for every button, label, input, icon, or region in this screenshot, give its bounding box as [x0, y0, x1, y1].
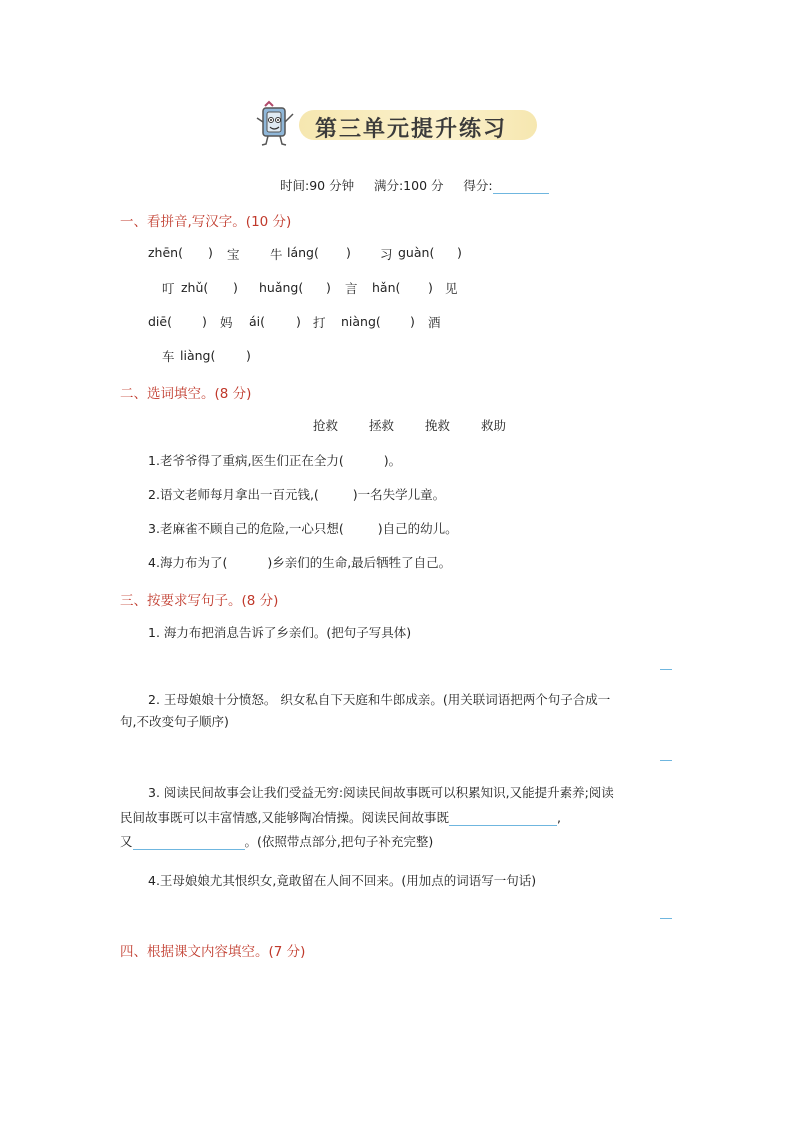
q-number: 2.: [148, 487, 160, 502]
section-4-heading: [120, 940, 305, 960]
q-number: 3.: [148, 521, 160, 536]
q-text: 又: [120, 834, 133, 849]
q-text: ,: [556, 810, 561, 825]
char: 言: [345, 281, 358, 296]
s2-question-4: [148, 553, 451, 571]
q-text: 海力布为了(: [159, 555, 228, 570]
q-number: 4.: [148, 555, 160, 570]
q-text: )一名失学儿童。: [352, 487, 446, 502]
char: 车: [162, 349, 175, 364]
book-mascot-icon: [255, 100, 299, 148]
q-text: 语文老师每月拿出一百元钱,(: [159, 487, 319, 502]
s3-question-3-line-1: 3. 阅读民间故事会让我们受益无穷:阅读民间故事既可以积累知识,又能提升素养;阅读: [148, 785, 614, 800]
page-title: 第三单元提升练习: [315, 116, 508, 142]
meta-line: [280, 176, 549, 194]
score-label: 得分:: [463, 178, 493, 193]
char: 妈: [220, 315, 233, 330]
char: 宝: [227, 247, 240, 262]
blank-close[interactable]: ): [457, 245, 462, 260]
section-1-title: 一、看拼音,写汉字。: [120, 214, 246, 230]
s3-question-4: 4.王母娘娘尤其恨织女,竟敢留在人间不回来。(用加点的词语写一句话): [148, 873, 537, 888]
word-option: 拯救: [369, 418, 395, 433]
word-option: 救助: [481, 418, 507, 433]
section-3-points: (8 分): [241, 593, 279, 609]
s3-question-1: 1. 海力布把消息告诉了乡亲们。(把句子写具体): [148, 625, 412, 640]
section-4-points: (7 分): [268, 944, 306, 960]
blank-close[interactable]: ): [326, 280, 331, 295]
blank-close[interactable]: ): [428, 280, 433, 295]
section-2-points: (8 分): [214, 386, 252, 402]
pinyin: huǎng(: [259, 280, 304, 295]
section-3-heading: [120, 589, 278, 609]
word-option: 抢救: [313, 418, 339, 433]
blank-close[interactable]: ): [410, 314, 415, 329]
char: 叮: [162, 281, 175, 296]
s2-question-2: [148, 485, 445, 503]
score-blank[interactable]: [493, 193, 549, 194]
answer-blank[interactable]: [133, 849, 245, 850]
blank-close[interactable]: ): [346, 245, 351, 260]
time-label: 时间:90 分钟: [280, 178, 355, 193]
pinyin: zhēn(: [148, 245, 183, 260]
pinyin: zhǔ(: [181, 280, 209, 295]
answer-line[interactable]: [660, 669, 672, 670]
blank-close[interactable]: ): [296, 314, 301, 329]
section-4-title: 四、根据课文内容填空。: [120, 944, 269, 960]
section-1-points: (10 分): [245, 214, 292, 230]
s3-question-3-line-2: [120, 808, 561, 826]
q-text: )自己的幼儿。: [377, 521, 458, 536]
pinyin: diē(: [148, 314, 172, 329]
answer-blank[interactable]: [449, 825, 557, 826]
char: 打: [313, 315, 326, 330]
q-text: )乡亲们的生命,最后牺牲了自己。: [267, 555, 452, 570]
q-text: 。(依照带点部分,把句子补充完整): [244, 834, 434, 849]
blank-close[interactable]: ): [233, 280, 238, 295]
answer-line[interactable]: [660, 918, 672, 919]
pinyin: ái(: [249, 314, 266, 329]
section-2-heading: [120, 382, 251, 402]
q-text: 民间故事既可以丰富情感,又能够陶冶情操。阅读民间故事既: [120, 810, 449, 825]
s3-question-2-line-1: 2. 王母娘娘十分愤怒。 织女私自下天庭和牛郎成亲。(用关联词语把两个句子合成一: [148, 692, 611, 707]
q-text: 老麻雀不顾自己的危险,一心只想(: [159, 521, 344, 536]
q-text: 老爷爷得了重病,医生们正在全力(: [159, 453, 344, 468]
s2-question-3: [148, 519, 458, 537]
char: 见: [445, 281, 458, 296]
section-1-heading: [120, 210, 291, 230]
q-text: )。: [383, 453, 402, 468]
s2-question-1: [148, 451, 401, 469]
blank-close[interactable]: ): [208, 245, 213, 260]
s3-question-3-line-3: [120, 832, 433, 850]
word-option: 挽救: [425, 418, 451, 433]
char: 习: [380, 247, 393, 262]
pinyin: niàng(: [341, 314, 381, 329]
char: 牛: [270, 247, 283, 262]
s3-question-2-line-2: 句,不改变句子顺序): [120, 714, 229, 729]
section-3-title: 三、按要求写句子。: [120, 593, 242, 609]
title-banner: [255, 100, 545, 150]
pinyin: liàng(: [180, 348, 216, 363]
blank-close[interactable]: ): [246, 348, 251, 363]
section-2-title: 二、选词填空。: [120, 386, 215, 402]
q-number: 1.: [148, 453, 160, 468]
full-score-label: 满分:100 分: [373, 178, 444, 193]
char: 酒: [428, 315, 441, 330]
answer-line[interactable]: [660, 760, 672, 761]
pinyin: láng(: [287, 245, 319, 260]
pinyin: guàn(: [398, 245, 435, 260]
blank-close[interactable]: ): [202, 314, 207, 329]
pinyin: hǎn(: [372, 280, 401, 295]
